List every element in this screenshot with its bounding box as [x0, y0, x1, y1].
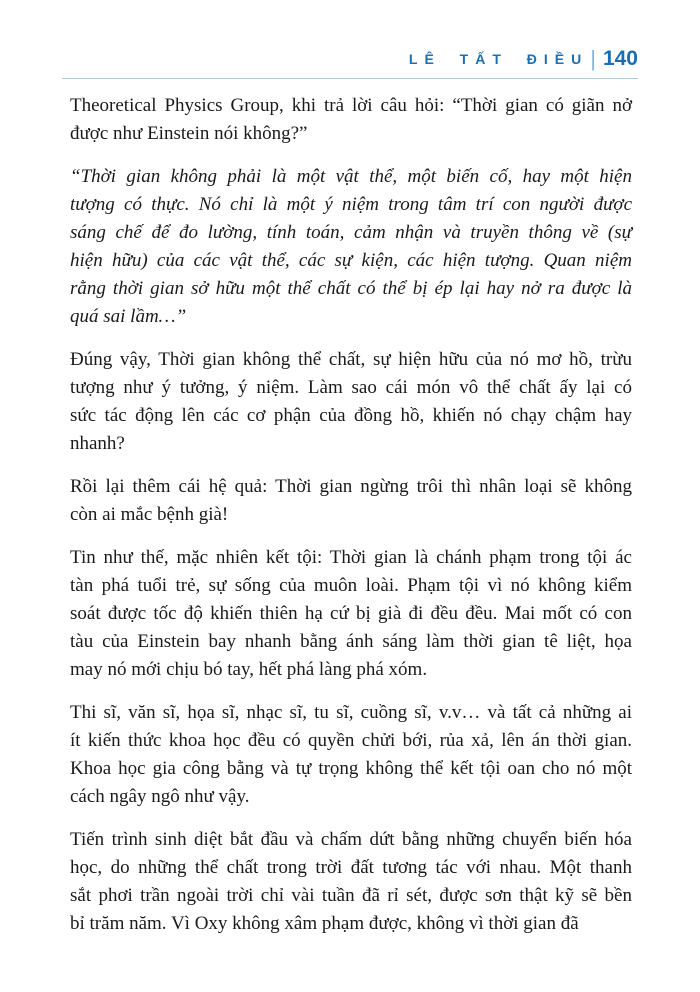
text-line: soát được tốc độ khiến thiên hạ cứ bị già đi đều đều. Mai mốt có con [70, 603, 632, 624]
page-number: 140 [602, 47, 638, 70]
paragraph [70, 826, 632, 938]
text-line: sáng chế để đo lường, tính toán, cảm nhận và truyền thông về (sự [70, 222, 632, 243]
text-line: học, do những thể chất trong trời đất tương tác với nhau. Một thanh [70, 857, 632, 878]
paragraph [70, 473, 632, 529]
text-line: Theoretical Physics Group, khi trả lời câu hỏi: “Thời gian có giãn nở [70, 95, 632, 116]
text-line: rằng thời gian sở hữu một thể chất có thể bị ép lại hay nở ra được là [70, 278, 632, 299]
text-line: sắt phơi trần ngoài trời chỉ vài tuần đã rỉ sét, được sơn thật kỹ sẽ bền [70, 885, 632, 906]
paragraph [70, 544, 632, 684]
text-line: Đúng vậy, Thời gian không thể chất, sự hiện hữu của nó mơ hồ, trừu [70, 349, 632, 370]
text-line: ít kiến thức khoa học đều có quyền chửi bới, rủa xả, lên án thời gian. [70, 730, 632, 751]
header-rule [62, 78, 638, 79]
text-line: nhanh? [70, 433, 125, 454]
author-name: LÊ TẤT ĐIỀU [408, 50, 589, 67]
header-separator: | [590, 45, 596, 71]
paragraph [70, 92, 632, 148]
text-line: Tin như thế, mặc nhiên kết tội: Thời gian là chánh phạm trong tội ác [70, 547, 632, 568]
paragraph [70, 163, 632, 331]
paragraph [70, 699, 632, 811]
text-line: hiện hữu) của các vật thể, các sự kiện, các hiện tượng. Quan niệm [70, 250, 632, 271]
text-line: được như Einstein nói không?” [70, 123, 308, 144]
text-line: quá sai lầm…” [70, 306, 187, 327]
text-line: may nó mới chịu bó tay, hết phá làng phá xóm. [70, 659, 428, 680]
text-line: còn ai mắc bệnh già! [70, 504, 229, 525]
paragraph [70, 346, 632, 458]
page-header [62, 45, 638, 71]
text-line: Thi sĩ, văn sĩ, họa sĩ, nhạc sĩ, tu sĩ, cuồng sĩ, v.v… và tất cả những ai [70, 702, 632, 723]
text-line: cách ngây ngô như vậy. [70, 786, 250, 807]
text-line: tàn phá tuổi trẻ, sự sống của muôn loài. Phạm tội vì nó không kiểm [70, 575, 632, 596]
text-line: Rồi lại thêm cái hệ quả: Thời gian ngừng trôi thì nhân loại sẽ không [70, 476, 632, 497]
text-line: tàu của Einstein bay nhanh bằng ánh sáng làm thời gian tê liệt, họa [70, 631, 632, 652]
text-line: Khoa học gia công bằng và tự trọng không thể kết tội oan cho nó một [70, 758, 632, 779]
text-line: “Thời gian không phải là một vật thể, một biến cố, hay một hiện [70, 166, 632, 187]
text-line: tượng như ý tưởng, ý niệm. Làm sao cái món vô thể chất ấy lại có [70, 377, 632, 398]
text-line: tượng có thực. Nó chỉ là một ý niệm trong tâm trí con người được [70, 194, 632, 215]
text-line: bỉ trăm năm. Vì Oxy không xâm phạm được, không vì thời gian đã [70, 913, 579, 934]
page-body [70, 92, 632, 953]
text-line: Tiến trình sinh diệt bắt đầu và chấm dứt bằng những chuyển biến hóa [70, 829, 632, 850]
text-line: sức tác động lên các cơ phận của đồng hồ, khiến nó chạy chậm hay [70, 405, 632, 426]
